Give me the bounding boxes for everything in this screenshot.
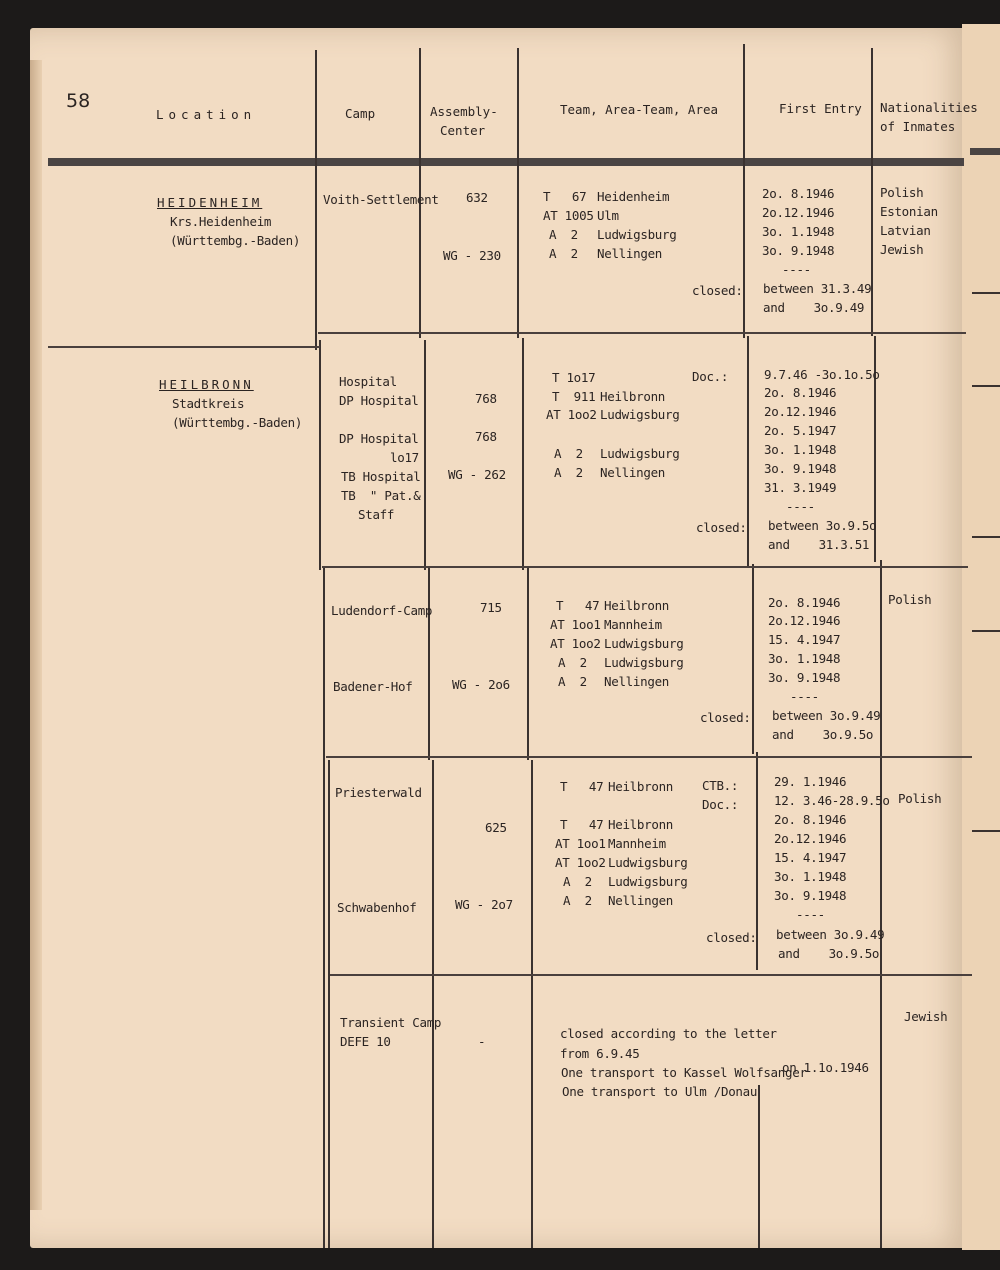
team-row: AT 1oo1 xyxy=(550,617,601,632)
col-divider-1c xyxy=(323,568,325,1248)
entry-date: 3o. 1.1948 xyxy=(774,869,847,884)
team-row: A 2 xyxy=(563,893,592,908)
district-heidenheim: Krs.Heidenheim xyxy=(170,214,272,229)
header-nationalities-2: of Inmates xyxy=(880,119,956,134)
col-divider-3d xyxy=(531,760,533,1248)
entry-date: 3o. 9.1948 xyxy=(764,461,837,476)
assembly-number: WG - 2o7 xyxy=(455,897,513,912)
place-row: Ludwigsburg xyxy=(600,407,680,422)
camp-name: Schwabenhof xyxy=(337,900,417,915)
col-divider-4e xyxy=(758,1085,760,1248)
entry-separator: ---- xyxy=(796,907,825,922)
col-divider-1d xyxy=(328,760,330,1248)
place-row: Ulm xyxy=(597,208,619,223)
team-row: T 67 xyxy=(543,189,587,204)
team-row: T 1o17 xyxy=(552,370,596,385)
col-divider-3a xyxy=(517,48,519,338)
nationality: Polish xyxy=(888,592,932,607)
place-row: Heidenheim xyxy=(597,189,670,204)
entry-and: and 3o.9.49 xyxy=(763,300,865,315)
place-row: Nellingen xyxy=(608,893,674,908)
nationality: Latvian xyxy=(880,223,931,238)
place-row: Heilbronn xyxy=(600,389,666,404)
entry-date: 2o.12.1946 xyxy=(768,613,841,628)
team-row: AT 1oo1 xyxy=(555,836,606,851)
entry-between: between 3o.9.49 xyxy=(772,708,881,723)
entry-date: 3o. 1.1948 xyxy=(768,651,841,666)
entry-date: 2o. 5.1947 xyxy=(764,423,837,438)
team-row: A 2 xyxy=(554,446,583,461)
camp-name: DP Hospital xyxy=(339,393,419,408)
team-row: A 2 xyxy=(549,246,578,261)
entry-and: and 31.3.51 xyxy=(768,537,870,552)
place-row: Heilbronn xyxy=(608,817,674,832)
place-row: Ludwigsburg xyxy=(604,636,684,651)
place-row: Ludwigsburg xyxy=(597,227,677,242)
entry-between: between 3o.9.49 xyxy=(776,927,885,942)
col-divider-2c xyxy=(428,568,430,760)
team-row: AT 1oo2 xyxy=(550,636,601,651)
state-heilbronn: (Württembg.-Baden) xyxy=(172,415,303,430)
next-page-rule-2 xyxy=(972,385,1000,387)
entry-date: 2o. 8.1946 xyxy=(764,385,837,400)
assembly-number: 768 xyxy=(475,391,497,406)
assembly-number: 768 xyxy=(475,429,497,444)
doc-label: Doc.: xyxy=(702,797,739,812)
col-divider-5d xyxy=(880,750,882,1248)
nationality: Jewish xyxy=(880,242,924,257)
team-row: AT 1oo2 xyxy=(555,855,606,870)
header-nationalities-1: Nationalities xyxy=(880,100,978,115)
col-divider-2d xyxy=(432,760,434,1248)
header-assembly-1: Assembly- xyxy=(430,104,498,119)
closed-label: closed: xyxy=(700,710,751,725)
camp-name: Priesterwald xyxy=(335,785,422,800)
camp-name: TB Hospital xyxy=(341,469,421,484)
camp-name: lo17 xyxy=(390,450,419,465)
entry-date: 3o. 9.1948 xyxy=(768,670,841,685)
col-divider-2b xyxy=(424,340,426,570)
place-row: Nellingen xyxy=(600,465,666,480)
next-page-rule-1 xyxy=(972,292,1000,294)
doc-label: Doc.: xyxy=(692,369,729,384)
entry-date: 2o.12.1946 xyxy=(774,831,847,846)
entry-date: 15. 4.1947 xyxy=(768,632,841,647)
location-heidenheim: HEIDENHEIM xyxy=(157,195,263,210)
camp-name: Badener-Hof xyxy=(333,679,413,694)
entry-date: 2o. 8.1946 xyxy=(768,595,841,610)
header-camp: Camp xyxy=(345,106,376,121)
assembly-number: WG - 2o6 xyxy=(452,677,510,692)
row-rule-block2-end xyxy=(326,756,972,758)
col-divider-3b xyxy=(522,338,524,570)
camp-name: Hospital xyxy=(339,374,397,389)
next-page-edge xyxy=(962,24,1000,1250)
note-line: One transport to Ulm /Donau xyxy=(562,1084,758,1099)
header-first-entry: First Entry xyxy=(779,101,862,116)
team-row: T 47 xyxy=(556,598,600,613)
location-heilbronn: HEILBRONN xyxy=(159,377,254,392)
header-rule xyxy=(48,158,964,166)
closed-label: closed: xyxy=(706,930,757,945)
entry-and: and 3o.9.5o xyxy=(778,946,880,961)
next-page-rule-4 xyxy=(972,630,1000,632)
header-location: Location xyxy=(156,107,257,122)
col-divider-1b xyxy=(319,340,321,570)
entry-date: 2o.12.1946 xyxy=(764,404,837,419)
page-binding xyxy=(30,60,42,1210)
header-assembly-2: Center xyxy=(440,123,486,138)
team-row: A 2 xyxy=(554,465,583,480)
district-heilbronn: Stadtkreis xyxy=(172,396,245,411)
col-divider-4c xyxy=(752,564,754,754)
next-page-rule-5 xyxy=(972,830,1000,832)
assembly-number: 715 xyxy=(480,600,502,615)
camp-name: Staff xyxy=(358,507,395,522)
place-row: Ludwigsburg xyxy=(608,855,688,870)
place-row: Ludwigsburg xyxy=(608,874,688,889)
closed-label: closed: xyxy=(696,520,747,535)
team-row: T 911 xyxy=(552,389,596,404)
entry-date: 3o. 1.1948 xyxy=(764,442,837,457)
entry-between: between 31.3.49 xyxy=(763,281,872,296)
col-divider-4b xyxy=(747,336,749,568)
entry-separator: ---- xyxy=(786,499,815,514)
place-row: Ludwigsburg xyxy=(604,655,684,670)
place-row: Heilbronn xyxy=(608,779,674,794)
entry-date: 2o. 8.1946 xyxy=(774,812,847,827)
row-rule-block3-end xyxy=(330,974,972,976)
header-team: Team, Area-Team, Area xyxy=(560,102,719,117)
entry-date: 2o. 8.1946 xyxy=(762,186,835,201)
col-divider-1a xyxy=(315,50,317,350)
nationality: Polish xyxy=(880,185,924,200)
entry-separator: ---- xyxy=(782,262,811,277)
assembly-632: 632 xyxy=(466,190,488,205)
place-row: Ludwigsburg xyxy=(600,446,680,461)
nationality: Jewish xyxy=(904,1009,948,1024)
entry-separator: ---- xyxy=(790,689,819,704)
nationality: Estonian xyxy=(880,204,938,219)
place-row: Nellingen xyxy=(604,674,670,689)
place-row: Mannheim xyxy=(604,617,662,632)
assembly-number: WG - 262 xyxy=(448,467,506,482)
row-rule-block1-end xyxy=(322,566,968,568)
note-line: from 6.9.45 xyxy=(560,1046,640,1061)
entry-date: 31. 3.1949 xyxy=(764,480,837,495)
entry-date: 9.7.46 -3o.1o.5o xyxy=(764,367,880,382)
team-row: AT 1oo2 xyxy=(546,407,597,422)
header-rule-next-page xyxy=(970,148,1000,155)
camp-name: Ludendorf-Camp xyxy=(331,603,433,618)
assembly-number: - xyxy=(478,1034,486,1049)
entry-between: between 3o.9.5o xyxy=(768,518,877,533)
state-heidenheim: (Württembg.-Baden) xyxy=(170,233,301,248)
camp-name: Transient Camp xyxy=(340,1015,442,1030)
team-row: A 2 xyxy=(558,655,587,670)
nationality: Polish xyxy=(898,791,942,806)
place-row: Nellingen xyxy=(597,246,663,261)
place-row: Mannheim xyxy=(608,836,666,851)
entry-date: 15. 4.1947 xyxy=(774,850,847,865)
assembly-number: 625 xyxy=(485,820,507,835)
team-row: A 2 xyxy=(563,874,592,889)
next-page-rule-3 xyxy=(972,536,1000,538)
entry-and: and 3o.9.5o xyxy=(772,727,874,742)
team-row: T 47 xyxy=(560,817,604,832)
entry-date: 3o. 9.1948 xyxy=(774,888,847,903)
camp-voith: Voith-Settlement xyxy=(323,192,439,207)
entry-date: 2o.12.1946 xyxy=(762,205,835,220)
camp-name: DEFE 10 xyxy=(340,1034,391,1049)
team-row: A 2 xyxy=(558,674,587,689)
page-number: 58 xyxy=(66,90,91,112)
entry-date: 29. 1.1946 xyxy=(774,774,847,789)
entry-date: 3o. 1.1948 xyxy=(762,224,835,239)
row-rule-location xyxy=(48,346,320,348)
ctb-label: CTB.: xyxy=(702,778,739,793)
entry-date: 12. 3.46-28.9.5o xyxy=(774,793,890,808)
camp-name: TB " Pat.& xyxy=(341,488,421,503)
team-row: AT 1005 xyxy=(543,208,594,223)
row-rule-heidenheim-end xyxy=(318,332,966,334)
entry-date: on 1.1o.1946 xyxy=(782,1060,869,1075)
closed-label: closed: xyxy=(692,283,743,298)
col-divider-4a xyxy=(743,44,745,338)
place-row: Heilbronn xyxy=(604,598,670,613)
team-row: T 47 xyxy=(560,779,604,794)
assembly-wg230: WG - 230 xyxy=(443,248,501,263)
col-divider-3c xyxy=(527,566,529,760)
team-row: A 2 xyxy=(549,227,578,242)
entry-date: 3o. 9.1948 xyxy=(762,243,835,258)
note-line: One transport to Kassel Wolfsanger xyxy=(561,1065,807,1080)
camp-name: DP Hospital xyxy=(339,431,419,446)
note-line: closed according to the letter xyxy=(560,1026,777,1041)
